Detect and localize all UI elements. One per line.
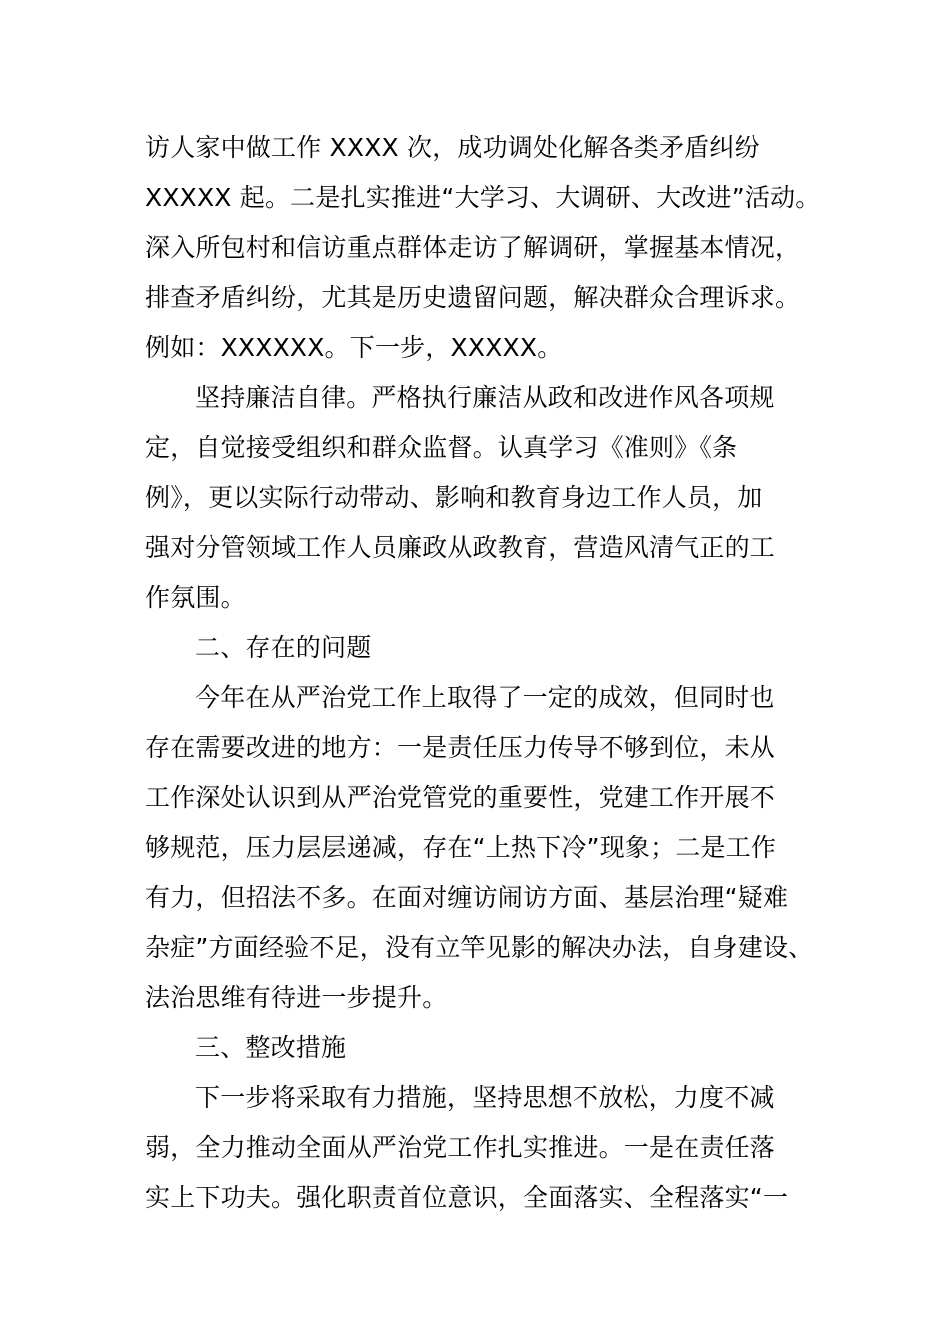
- text-line: 作氛围。: [145, 583, 246, 612]
- text-line: 访人家中做工作 XXXX 次，成功调处化解各类矛盾纠纷: [145, 133, 760, 162]
- text-line: 法治思维有待进一步提升。: [145, 983, 448, 1012]
- text-line: 例如：XXXXXX。下一步，XXXXX。: [145, 333, 563, 362]
- text-line: 定，自觉接受组织和群众监督。认真学习《准则》《条: [145, 433, 738, 462]
- text-line: 深入所包村和信访重点群体走访了解调研，掌握基本情况，: [145, 233, 801, 262]
- paragraph-start-line: 今年在从严治党工作上取得了一定的成效，但同时也: [195, 683, 775, 712]
- section-heading: 三、整改措施: [195, 1033, 347, 1062]
- text-line: 实上下功夫。强化职责首位意识，全面落实、全程落实“一: [145, 1183, 789, 1212]
- text-line: 够规范，压力层层递减，存在“上热下冷”现象；二是工作: [145, 833, 777, 862]
- text-line: XXXXX 起。二是扎实推进“大学习、大调研、大改进”活动。: [145, 183, 821, 212]
- text-line: 存在需要改进的地方：一是责任压力传导不够到位，未从: [145, 733, 776, 762]
- text-line: 工作深处认识到从严治党管党的重要性，党建工作开展不: [145, 783, 776, 812]
- section-heading: 二、存在的问题: [195, 633, 372, 662]
- text-line: 排查矛盾纠纷，尤其是历史遗留问题，解决群众合理诉求。: [145, 283, 801, 312]
- text-line: 例》，更以实际行动带动、影响和教育身边工作人员，加: [145, 483, 763, 512]
- text-line: 有力，但招法不多。在面对缠访闹访方面、基层治理“疑难: [145, 883, 789, 912]
- paragraph-start-line: 坚持廉洁自律。严格执行廉洁从政和改进作风各项规: [195, 383, 775, 412]
- text-line: 强对分管领域工作人员廉政从政教育，营造风清气正的工: [145, 533, 776, 562]
- paragraph-start-line: 下一步将采取有力措施，坚持思想不放松，力度不减: [195, 1083, 775, 1112]
- text-line: 杂症”方面经验不足，没有立竿见影的解决办法，自身建设、: [145, 933, 814, 962]
- text-line: 弱，全力推动全面从严治党工作扎实推进。一是在责任落: [145, 1133, 776, 1162]
